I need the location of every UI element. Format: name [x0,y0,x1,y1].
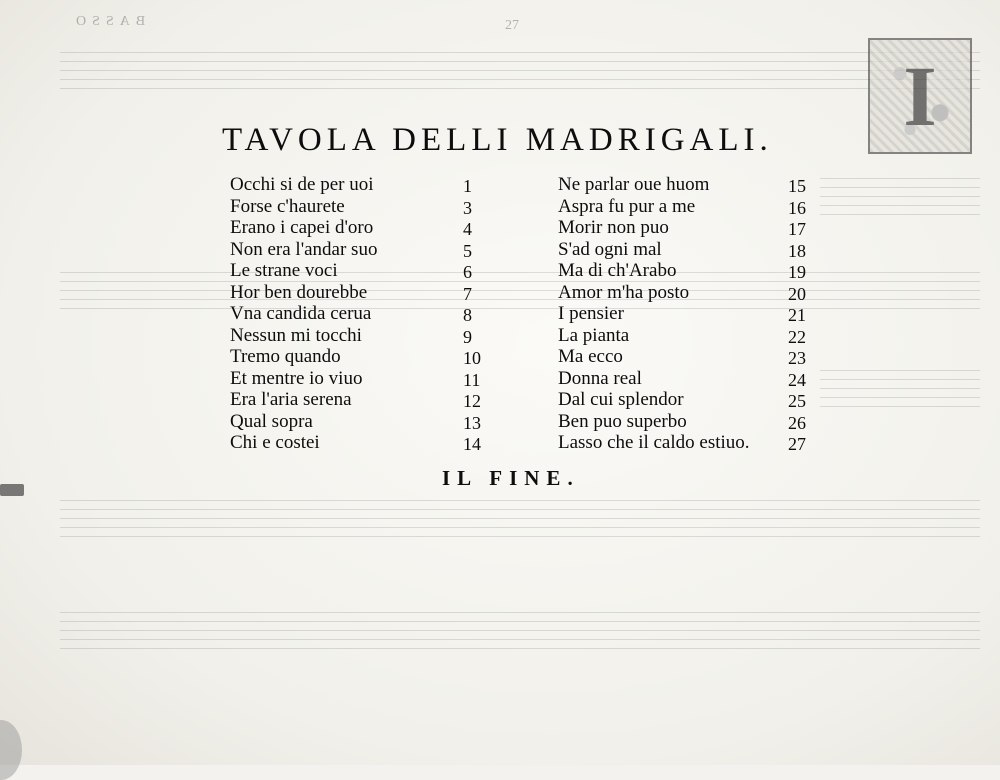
page-ref: 18 [788,240,806,261]
page-ref: 26 [788,412,806,433]
page-ref: 14 [463,434,481,454]
contents-entry [558,368,818,390]
bleed-staff [820,370,980,410]
madrigal-title: Chi e costei [230,432,320,453]
page-ref: 9 [463,326,472,347]
madrigal-title: Donna real [558,367,642,389]
madrigal-title: Tremo quando [230,346,341,367]
decorated-initial [868,38,972,154]
page-ref: 12 [463,391,481,411]
contents-entry [230,196,490,218]
page-ref: 11 [463,369,481,390]
contents-entry [558,196,818,218]
contents-entry [230,346,490,368]
contents-entry [230,432,490,454]
contents-entry [230,239,490,261]
madrigal-title: Aspra fu pur a me [558,195,696,217]
contents-entry [558,282,818,304]
page-ref: 10 [463,348,481,368]
bleed-staff [60,612,980,652]
running-head: BASSO [70,14,146,29]
madrigal-title: Era l'aria serena [230,389,352,410]
contents-entry [558,346,818,368]
madrigal-title: Ma ecco [558,346,623,367]
page-ref: 1 [463,176,472,196]
contents-column-right [558,174,818,454]
page-ref: 8 [463,305,472,325]
page-ref: 7 [463,283,472,304]
contents-entry [558,432,818,454]
madrigal-title: Erano i capei d'oro [230,217,374,238]
contents-entry [230,325,490,347]
contents-entry [230,260,490,282]
page-ref: 24 [788,369,806,390]
page-ref: 3 [463,197,472,218]
madrigal-title: Forse c'haurete [230,195,345,217]
page-ref: 17 [788,219,806,239]
madrigal-title: Nessun mi tocchi [230,324,362,346]
page-ref: 5 [463,240,472,261]
page-ref: 22 [788,326,806,347]
contents-entry [558,217,818,239]
contents-entry [230,217,490,239]
madrigal-title: Le strane voci [230,260,338,281]
page-ref: 25 [788,391,806,411]
page-ref: 15 [788,176,806,196]
contents-entry [230,368,490,390]
madrigal-title: La pianta [558,324,630,346]
madrigal-title: I pensier [558,303,624,324]
contents-entry [558,239,818,261]
contents-entry [558,260,818,282]
madrigal-title: Amor m'ha posto [558,281,690,303]
page-ref: 23 [788,348,806,368]
contents-entry [558,174,818,196]
madrigal-title: Morir non puo [558,217,669,238]
page-number: 27 [505,18,519,33]
contents-column-left [230,174,490,454]
page-ref: 13 [463,412,481,433]
bleed-staff [60,500,980,540]
madrigal-title: Et mentre io viuo [230,367,363,389]
contents-entry [558,411,818,433]
contents-entry [558,303,818,325]
madrigal-title: Ben puo superbo [558,410,687,432]
margin-mark [0,484,24,496]
madrigal-title: Dal cui splendor [558,389,684,410]
page-ref: 19 [788,262,806,282]
madrigal-title: Occhi si de per uoi [230,174,374,195]
contents-entry [230,303,490,325]
contents-entry [230,389,490,411]
madrigal-title: Qual sopra [230,410,313,432]
initial-letter: I [903,48,937,144]
bleed-staff [60,272,980,312]
madrigal-title: Ma di ch'Arabo [558,260,677,281]
bleed-staff [820,178,980,218]
page-ref: 4 [463,219,472,239]
madrigal-title: Ne parlar oue huom [558,174,710,195]
page-ref: 21 [788,305,806,325]
contents-entry [230,174,490,196]
page-ref: 6 [463,262,472,282]
madrigal-title: Lasso che il caldo estiuo. [558,432,750,453]
scanner-thumb-shadow [0,720,22,780]
page-ref: 16 [788,197,806,218]
page-ref: 20 [788,283,806,304]
page-title: TAVOLA DELLI MADRIGALI. [222,122,773,158]
contents-entry [230,282,490,304]
madrigal-title: Hor ben dourebbe [230,281,368,303]
contents-entry [558,325,818,347]
page-ref: 27 [788,434,806,454]
madrigal-title: Non era l'andar suo [230,238,378,260]
end-text: IL FINE. [442,466,580,490]
madrigal-title: S'ad ogni mal [558,238,662,260]
contents-entry [558,389,818,411]
madrigal-title: Vna candida cerua [230,303,372,324]
contents-entry [230,411,490,433]
bleed-staff [60,52,980,92]
